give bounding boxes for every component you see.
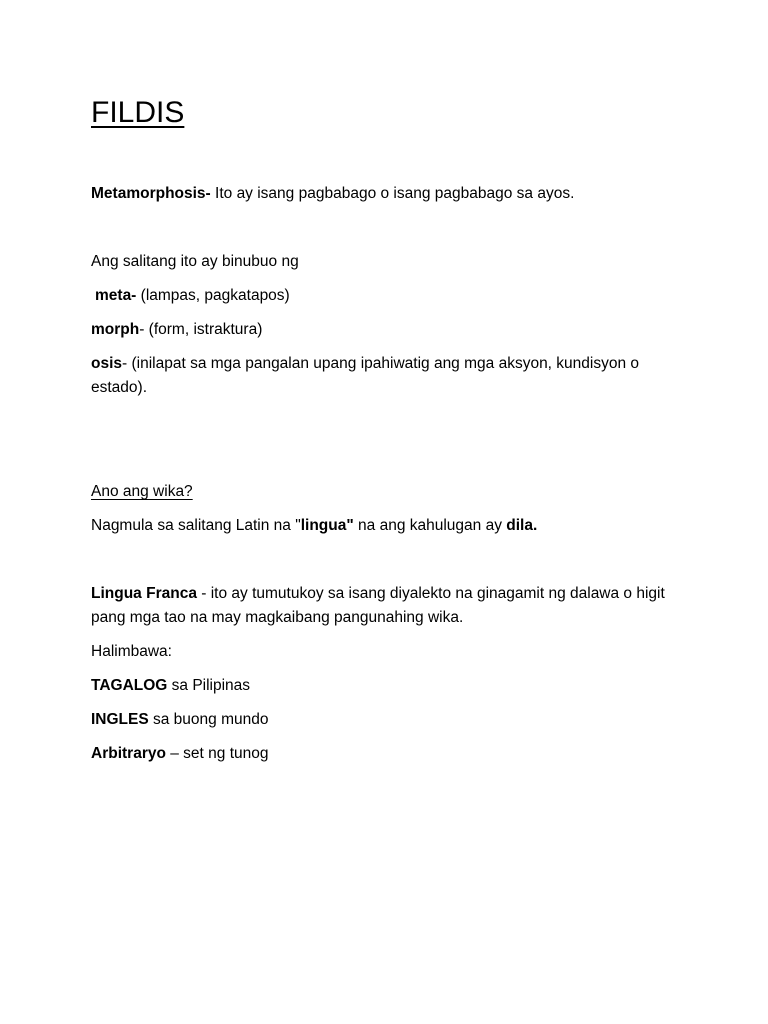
osis-term: osis [91,355,123,372]
ingles-term: INGLES [91,711,149,728]
arbitraryo-line [91,742,691,766]
metamorphosis-term: Metamorphosis- [91,185,211,202]
wika-dila: dila. [506,517,538,534]
wika-heading [91,480,691,504]
morph-term: morph [91,321,140,338]
metamorphosis-line [91,182,691,206]
wika-heading-text: Ano ang wika? [91,483,193,500]
ingles-rest: sa buong mundo [148,711,269,728]
meta-definition: (lampas, pagkatapos) [136,287,290,304]
document-title: FILDIS [91,96,185,129]
wika-mid: na ang kahulugan ay [353,517,507,534]
arbitraryo-term: Arbitraryo [91,745,166,762]
wika-lingua: lingua" [300,517,354,534]
tagalog-term: TAGALOG [91,677,168,694]
meta-term: meta- [95,287,137,304]
tagalog-rest: sa Pilipinas [167,677,251,694]
lingua-franca-definition-line1: - ito ay tumutukoy sa isang diyalekto na ginagamit ng dalawa o higit [196,585,665,602]
osis-line [91,352,691,376]
morph-definition: - (form, istraktura) [139,321,263,338]
metamorphosis-definition: Ito ay isang pagbabago o isang pagbabago sa ayos. [210,185,575,202]
arbitraryo-rest: – set ng tunog [165,745,269,762]
morph-line [91,318,691,342]
lingua-franca-definition-line2: pang mga tao na may magkaibang pangunahing wika. [91,609,464,626]
lingua-franca-term: Lingua Franca [91,585,197,602]
wika-line [91,514,691,538]
ingles-line [91,708,691,732]
meta-line [95,284,695,308]
halimbawa-label: Halimbawa: [91,643,172,660]
tagalog-line [91,674,691,698]
osis-definition-line1: - (inilapat sa mga pangalan upang ipahiwatig ang mga aksyon, kundisyon o [122,355,640,372]
wika-pre: Nagmula sa salitang Latin na " [91,517,301,534]
osis-definition-line2: estado). [91,379,148,396]
lingua-franca-line [91,582,691,606]
salita-intro: Ang salitang ito ay binubuo ng [91,253,299,270]
